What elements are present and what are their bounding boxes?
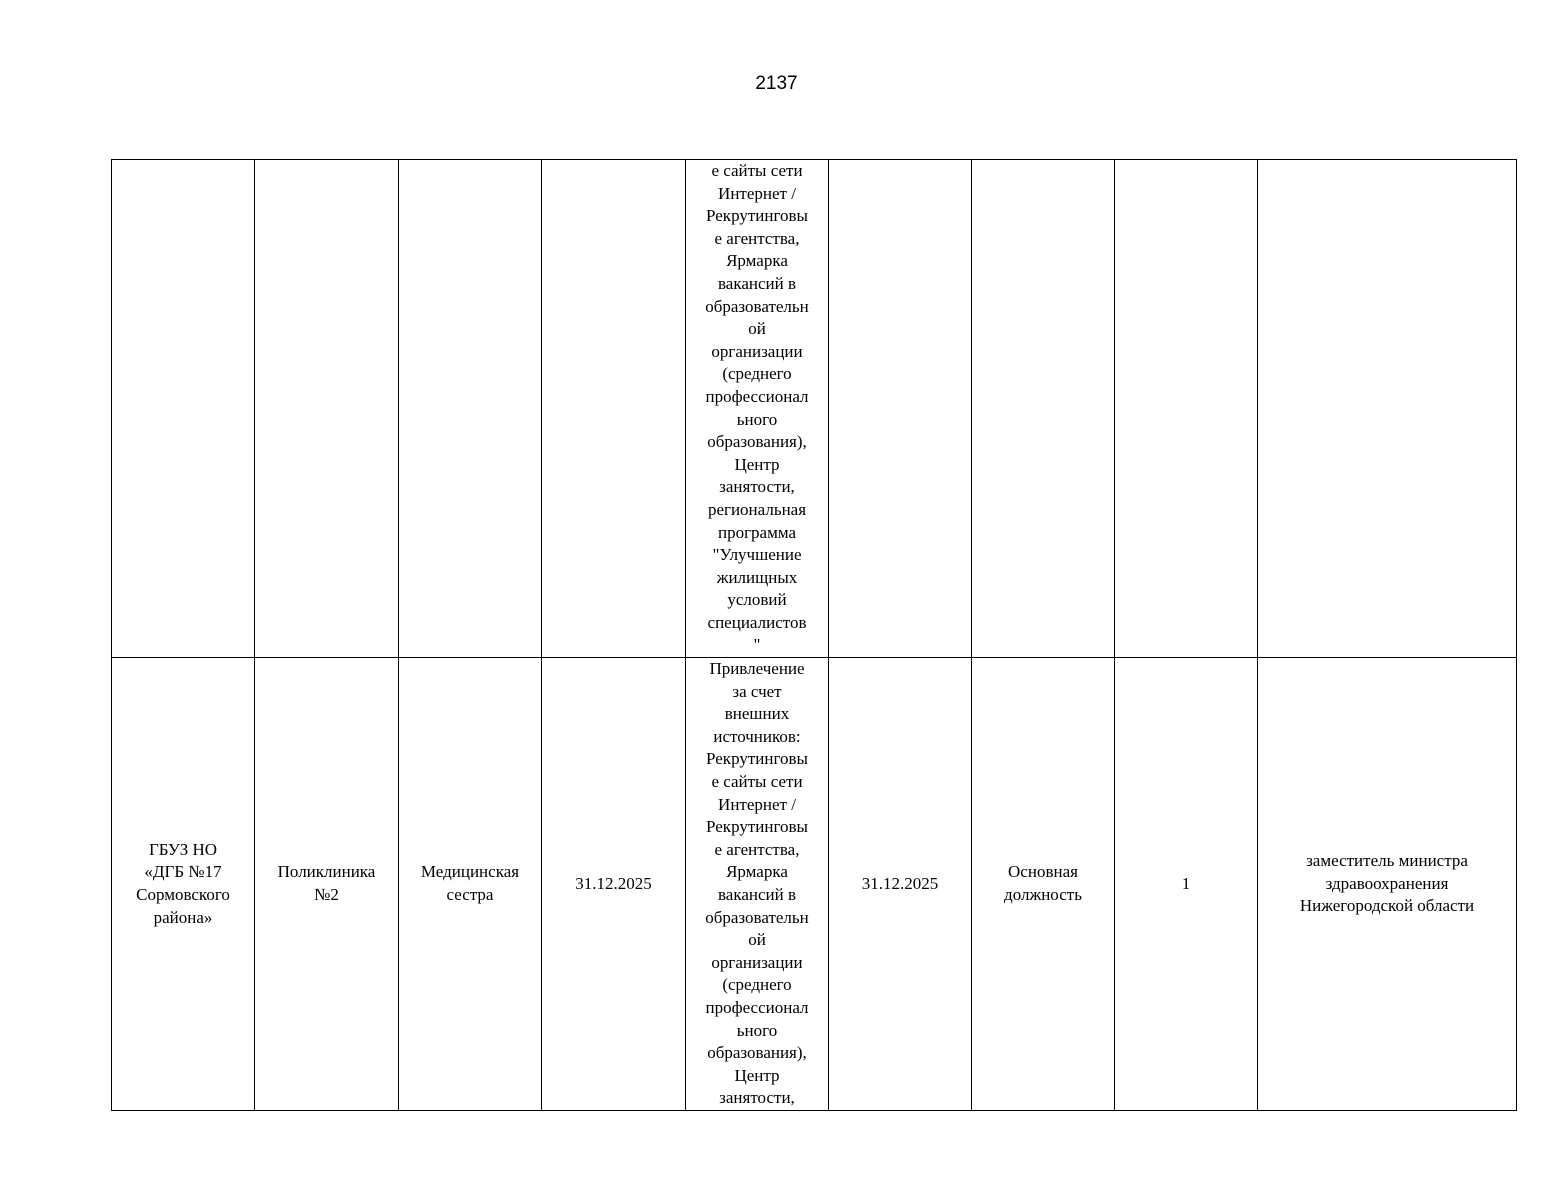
table-row (112, 160, 1517, 658)
cell-count (1115, 160, 1258, 658)
cell-count: 1 (1115, 658, 1258, 1111)
cell-responsible (1258, 160, 1517, 658)
cell-date-1 (542, 160, 686, 658)
table-row (112, 658, 1517, 1111)
cell-sources: Привлечение за счет внешних источников: Рекрутинговы е сайты сети Интернет / Рекрутинговы е агентства, Ярмарка вакансий в образовательн ой организации (среднего профессионал ьного образования), Центр занятости, (686, 658, 829, 1111)
cell-position: Медицинская сестра (399, 658, 542, 1111)
cell-department: Поликлиника №2 (255, 658, 399, 1111)
cell-organization (112, 160, 255, 658)
cell-sources: е сайты сети Интернет / Рекрутинговы е агентства, Ярмарка вакансий в образовательн ой организации (среднего профессионал ьного образования), Центр занятости, региональная программа "Улучшение жилищных условий специалистов " (686, 160, 829, 658)
cell-position (399, 160, 542, 658)
cell-employment-type (972, 160, 1115, 658)
cell-organization: ГБУЗ НО «ДГБ №17 Сормовского района» (112, 658, 255, 1111)
cell-department (255, 160, 399, 658)
vacancy-table (111, 159, 1517, 1111)
page-number: 2137 (755, 73, 798, 94)
cell-date-2 (829, 160, 972, 658)
cell-responsible: заместитель министра здравоохранения Нижегородской области (1258, 658, 1517, 1111)
cell-date-2: 31.12.2025 (829, 658, 972, 1111)
cell-employment-type: Основная должность (972, 658, 1115, 1111)
cell-date-1: 31.12.2025 (542, 658, 686, 1111)
